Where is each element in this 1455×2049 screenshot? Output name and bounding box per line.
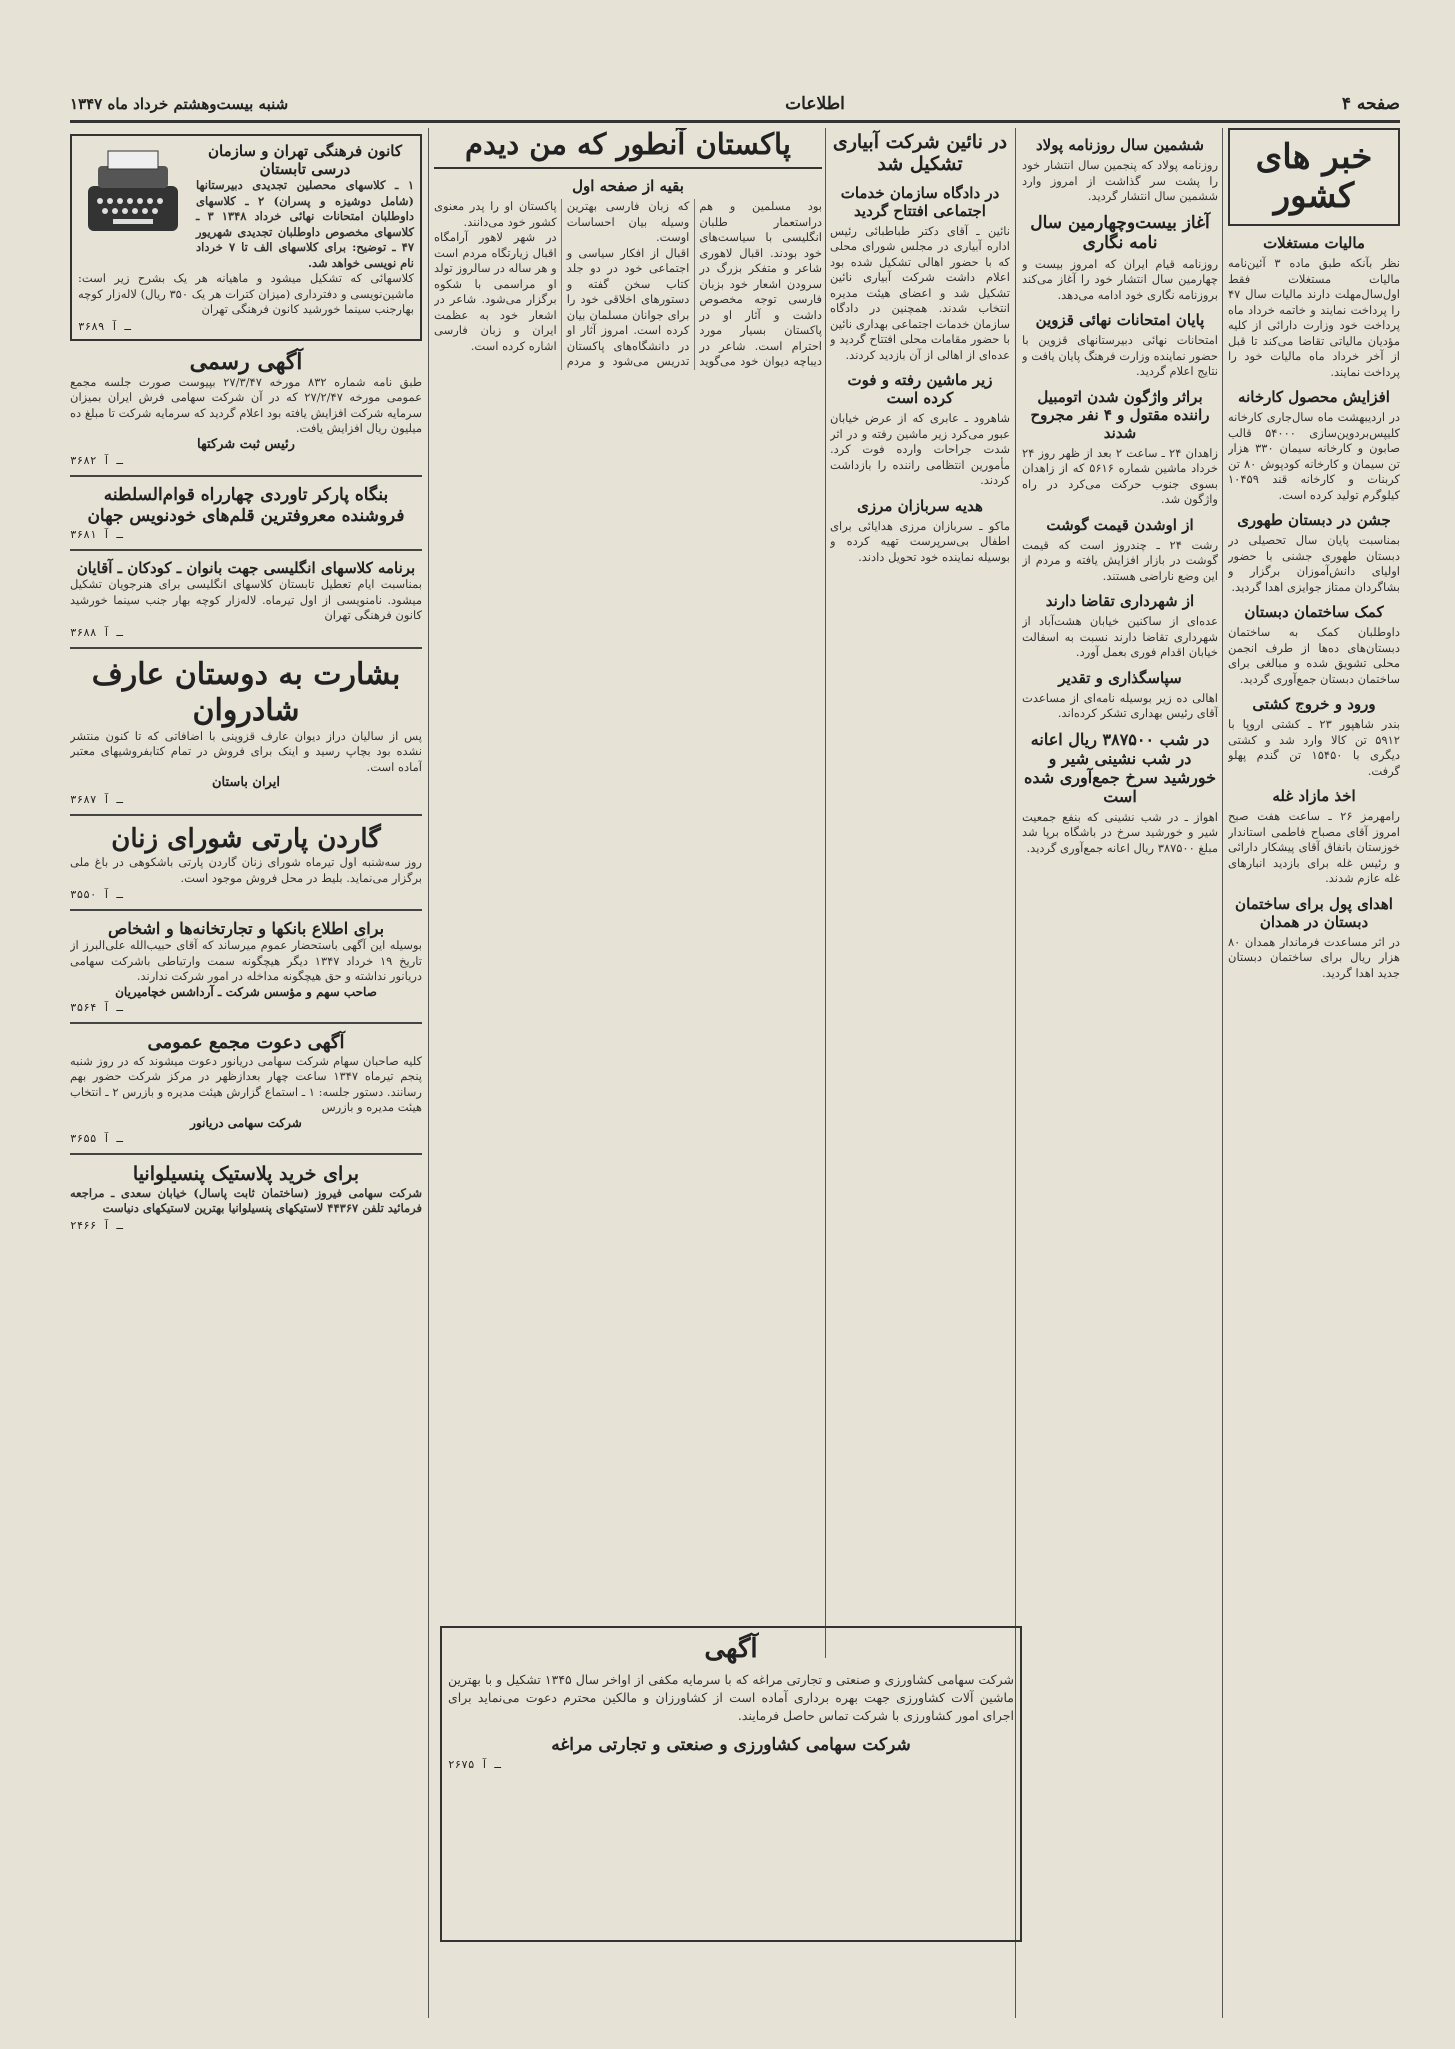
headline: جشن در دبستان طهوری: [1237, 511, 1391, 530]
ad-title: برای خرید پلاستیک پنسیلوانیا: [132, 1163, 360, 1186]
article-body: عده‌ای از ساکنین خیابان هشت‌آباد از شهرداری تقاضا دارند نسبت به اسفالت خیابان اقدام فوری بعمل آورد.: [1022, 614, 1218, 659]
ad-code: ۲۴۶۶ ـ آ: [70, 1218, 123, 1232]
headline: از اوشدن قیمت گوشت: [1046, 515, 1194, 534]
ad-code: ۳۶۸۷ ـ آ: [70, 792, 123, 806]
ad-title: برای اطلاع بانکها و تجارتخانه‌ها و اشخاص: [107, 919, 385, 939]
continued-label: بقیه از صفحه اول: [572, 177, 684, 196]
column-news-2: [1022, 128, 1218, 2018]
article-body: رشت ۲۴ ـ چندروز است که قیمت گوشت در بازار افزایش یافته و مردم از این وضع ناراضی هستند.: [1022, 537, 1218, 583]
article-body: رامهرمز ۲۶ ـ ساعت هفت صبح امروز آقای مصباح فاطمی استاندار خوزستان بانفاق آقای پیشکار دارائی و رئیس غله برای بازدید انبارهای غله عازم شدند.: [1228, 809, 1400, 886]
headline: اخذ مازاد غله: [1272, 787, 1356, 806]
article-body: در شهر لاهور آرامگاه اقبال زیارتگاه مردم است و هر ساله در سالروز تولد او مراسمی با شکوه برگزار می‌شود. شاعر در اشعار خود به عظمت ایران و زبان فارسی اشاره کرده است.: [434, 230, 557, 353]
article-body: امتحانات نهائی دبیرستانهای قزوین با حضور نماینده وزارت فرهنگ پایان یافت و نتایج اعلام گردید.: [1022, 333, 1218, 378]
ad-body: طبق نامه شماره ۸۳۲ مورخه ۲۷/۳/۴۷ بپیوست صورت جلسه مجمع عمومی مورخه ۲۷/۲/۴۷ که در آن شرکت سهامی فرش ایران بمیزان سرمایه شرکت افزایش یافته بود اعلام گردید که سرمایه شرکت تا مبلغ ده میلیون ریال افزایش یافت.: [70, 374, 422, 436]
ad-code: ۳۵۶۴ ـ آ: [70, 1001, 123, 1015]
article-body: در اردیبهشت ماه سال‌جاری کارخانه کلیپس‌بردوین‌سازی ۵۴۰۰۰ قالب صابون و کارخانه سیمان ۳۳۰ هزار تن سیمان و کارخانه کودپوش ۸۰ تن کربنات و کارخانه قند ۱۰۴۵۹ کیلوگرم تولید کرده است.: [1228, 410, 1400, 502]
ad-title: برنامه کلاسهای انگلیسی جهت بانوان ـ کودکان ـ آقایان: [76, 559, 416, 578]
column-rule: [1222, 128, 1223, 2018]
masthead: [70, 88, 1400, 123]
column-rule: [825, 128, 826, 1658]
headline: کمک ساختمان دبستان: [1244, 603, 1384, 622]
headline: اهدای پول برای ساختمان دبستان در همدان: [1235, 894, 1393, 931]
ad-cultural-center: [70, 134, 422, 341]
ad-body: شرکت سهامی کشاورزی و صنعتی و تجارتی مراغه که با سرمایه مکفی از اواخر سال ۱۳۴۵ تشکیل و با بهترین ماشین آلات کشاورزی جهت بهره برداری آماده است از کشاورزان و مالکین محترم دعوت می‌نماید برای اجرای امور کشاورزی با شرکت تماس حاصل فرمایند.: [447, 1672, 1014, 1724]
ad-title: بنگاه پارکر تاوردی چهارراه قوام‌السلطنه فروشنده معروفترین قلم‌های خودنویس جهان: [87, 485, 405, 526]
ad-body: بمناسبت ایام تعطیل تابستان کلاسهای انگلیسی برای هنرجویان تشکیل میشود. نامنویسی از اول تیرماه. لاله‌زار کوچه بهار جنب سینما خورشید کانون فرهنگی تهران: [70, 577, 422, 623]
column-pakistan-article: [434, 128, 822, 1648]
article-body: بود مسلمین و هم دراستعمار طلبان انگلیسی با سیاست‌های خود بودند. اقبال لاهوری شاعر و متفکر بزرگ در سرودن اشعار خود بزبان فارسی توجه مخصوص داشت و آثار او در پاکستان بسیار مورد احترام است. شاعر در دیباچه دیوان خود می‌گوید که زبان فارسی بهترین وسیله بیان احساسات اوست.: [566, 199, 822, 369]
headline: افزایش محصول کارخانه: [1238, 388, 1390, 407]
headline: از شهرداری تقاضا دارند: [1045, 592, 1195, 610]
article-body: زاهدان ۲۴ ـ ساعت ۲ بعد از ظهر روز ۲۴ خرداد ماشین شماره ۵۶۱۶ که از زاهدان بسوی جنوب حرکت می‌کرد در راه واژگون شد.: [1022, 445, 1218, 506]
article-body: اقبال از افکار سیاسی و اجتماعی خود در دو جلد کتاب سخن گفته و دستورهای اخلاقی خود را برای جوانان مسلمان بیان کرده است. امروز آثار او در دانشگاه‌های پاکستان تدریس می‌شود و مردم پاکستان او را پدر معنوی کشور خود می‌دانند.: [434, 199, 690, 369]
ad-title: آگهی رسمی: [189, 348, 303, 375]
ad-code: ۳۶۸۹ ـ آ: [78, 319, 131, 333]
column-news-3: [830, 128, 1010, 1658]
ad-signature: شرکت سهامی کشاورزی و صنعتی و تجارتی مراغه: [551, 1735, 911, 1756]
article-body: نائین ـ آقای دکتر طباطبائی رئیس اداره آبیاری در مجلس شورای محلی که با حضور اهالی تشکیل شده بود اعلام داشت شرکت آبیاری نائین تشکیل شد و اعضای هیئت مدیره انتخاب شدند. همچنین در دادگاه سازمان خدمات اجتماعی بهداری نائین با حضور مقامات محلی افتتاح گردید و عده‌ای از اهالی از آن بازدید کردند.: [830, 223, 1010, 362]
headline: در دادگاه سازمان خدمات اجتماعی افتتاح گردید: [840, 183, 1000, 220]
article-body: روزنامه قیام ایران که امروز بیست و چهارمین سال انتشار خود را آغاز می‌کند بروزنامه نگاری خود ادامه می‌دهد.: [1022, 256, 1218, 302]
ad-title: آگهی: [704, 1634, 758, 1664]
ad-signature: ایران باستان: [212, 775, 280, 791]
article-body: روزنامه پولاد که پنجمین سال انتشار خود را پشت سر گذاشت از امروز وارد ششمین سال انتشار گردید.: [1022, 158, 1218, 203]
ad-title: آگهی دعوت مجمع عمومی: [147, 1032, 345, 1054]
ad-title: گاردن پارتی شورای زنان: [111, 823, 381, 854]
ad-code: ۳۶۸۸ ـ آ: [70, 625, 123, 639]
ad-body: کلیه صاحبان سهام شرکت سهامی دریانور دعوت میشوند که در روز شنبه پنجم تیرماه ۱۳۴۷ ساعت چهار بعدازظهر در مرکز شرکت حضور بهم رسانند. دستور جلسه: ۱ ـ استماع گزارش هیئت مدیره و بازرس ۲ ـ انتخاب هیئت مدیره و بازرس: [70, 1053, 422, 1115]
headline: زیر ماشین رفته و فوت کرده است: [847, 371, 993, 408]
section-title: خبر های کشور: [1228, 128, 1400, 226]
ad-code: ۳۶۸۲ ـ آ: [70, 454, 123, 468]
ad-signature: شرکت سهامی دریانور: [190, 1115, 302, 1130]
ad-signature: صاحب سهم و مؤسس شرکت ـ آرداشس خچامیریان: [115, 984, 377, 999]
headline: مالیات مستغلات: [1263, 234, 1365, 253]
column-ads: [70, 128, 422, 2018]
page-number: صفحه ۴: [1341, 94, 1400, 114]
column-rule: [428, 128, 429, 2018]
ad-signature: رئیس ثبت شرکتها: [197, 436, 295, 452]
ad-body: شرکت سهامی فیروز (ساختمان ثابت پاسال) خیابان سعدی ـ مراجعه فرمائید تلفن ۴۴۳۶۷ لاستیکهای پنسیلوانیا بهترین لاستیکهای دنیاست: [70, 1185, 422, 1216]
headline: ششمین سال روزنامه پولاد: [1036, 136, 1204, 154]
paper-name: اطلاعات: [785, 94, 845, 114]
issue-date: شنبه بیست‌وهشتم خرداد ماه ۱۳۴۷: [70, 95, 289, 113]
article-body: بندر شاهپور ۲۳ ـ کشتی اروپا با ۵۹۱۲ تن کالا وارد شد و کشتی دیگری با ۱۵۴۵۰ تن گندم پهلو گرفت.: [1228, 717, 1400, 778]
article-body: شاهرود ـ عابری که از عرض خیابان عبور می‌کرد زیر ماشین رفته و در اثر شدت جراحات وارده فوت کرد. مأمورین انتظامی راننده را بازداشت کردند.: [830, 411, 1010, 488]
headline: در نائین شرکت آبیاری تشکیل شد: [832, 131, 1008, 175]
ad-code: ۲۶۷۵ ـ آ: [448, 1757, 501, 1771]
ad-title: بشارت به دوستان عارف شادروان: [91, 656, 401, 728]
article-body: اهواز ـ در شب نشینی که بنفع جمعیت شیر و خورشید سرخ در باشگاه برپا شد مبلغ ۳۸۷۵۰۰ ریال اعانه جمع‌آوری گردید.: [1022, 809, 1218, 855]
article-body: ماکو ـ سربازان مرزی هدایائی برای اطفال بی‌سرپرست تهیه کرده و بوسیله نماینده خود تحویل دادند.: [830, 518, 1010, 564]
article-body: نظر بآنکه طبق ماده ۳ آئین‌نامه مالیات مستغلات فقط اول‌سال‌مهلت دارند مالیات سال ۴۷ را پرداخت نمایند و خاتمه خرداد ماه پرداخت خود وزارت دارائی از کلیه مؤدیان مالیاتی تقاضا می‌کند تا قبل از آخر خرداد ماه مالیات خود را پرداخت نمایند.: [1228, 256, 1400, 379]
headline: براثر واژگون شدن اتومبیل راننده مقتول و ۴ نفر مجروح شدند: [1030, 387, 1210, 442]
typewriter-illustration: [78, 146, 188, 241]
article-body: در اثر مساعدت فرماندار همدان ۸۰ هزار ریال برای ساختمان دبستان جدید اهدا گردید.: [1228, 934, 1400, 980]
ad-maragheh-company: [440, 1626, 1022, 1942]
headline: آغاز بیست‌وچهارمین سال نامه نگاری: [1030, 212, 1210, 253]
ad-body: روز سه‌شنبه اول تیرماه شورای زنان گاردن پارتی باشکوهی در باغ ملی برگزار می‌نماید. بلیط در محل فروش موجود است.: [70, 855, 422, 885]
headline: هدیه سربازان مرزی: [857, 496, 983, 515]
ad-code: ۳۵۵۰ ـ آ: [70, 888, 123, 902]
ad-body: کلاسهائی که تشکیل میشود و ماهیانه هر یک بشرح زیر است: ماشین‌نویسی و دفترداری (میزان کترات هر یک ۳۵۰ ریال) لاله‌زار کوچه بهارجنب سینما خورشید کانون فرهنگی تهران: [78, 271, 414, 316]
ad-code: ۳۶۸۱ ـ آ: [70, 528, 123, 542]
ad-body: ۱ ـ کلاسهای محصلین تجدیدی دبیرستانها (شامل دوشیزه و پسران) ۲ ـ کلاسهای داوطلبان امتحانات نهائی خرداد ۱۳۴۸ ۳ ـ کلاسهای مخصوص داوطلبان تجدیدی شهریور ۴۷ ـ توضیح: برای کلاسهای الف تا ۷ خرداد نام نویسی خواهد شد.: [196, 178, 415, 270]
article-title: پاکستان آنطور که من دیدم: [434, 128, 822, 169]
headline: سپاسگذاری و تقدیر: [1058, 668, 1182, 687]
ad-title: کانون فرهنگی تهران و سازمان درسی تابستان: [207, 142, 402, 178]
article-body: اهالی ده زیر بوسیله نامه‌ای از مساعدت آقای رئیس بهداری تشکر کرده‌اند.: [1022, 690, 1218, 720]
headline: در شب ۳۸۷۵۰۰ ریال اعانه در شب نشینی شیر و خورشید سرخ جمع‌آوری شده است: [1023, 729, 1217, 806]
column-domestic-news: [1228, 128, 1400, 2018]
ad-body: بوسیله این آگهی باستحضار عموم میرساند که آقای حبیب‌الله علی‌البرز از تاریخ ۱۹ خرداد ۱۳۴۷ دیگر هیچگونه سمت وارتباطی باشرکت سهامی دریانور نداشته و حق هیچگونه مداخله در امور شرکت ندارند.: [70, 938, 422, 984]
ad-code: ۳۶۵۵ ـ آ: [70, 1132, 123, 1146]
headline: ورود و خروج کشتی: [1252, 695, 1376, 714]
ad-body: پس از سالیان دراز دیوان عارف قزوینی با اضافاتی که تا کنون منتشر نشده بود بچاپ رسید و اینک برای فروش در تمام کتابفروشیهای معتبر آماده است.: [70, 728, 422, 774]
article-body: بمناسبت پایان سال تحصیلی در دبستان طهوری جشنی با حضور اولیای دانش‌آموزان برگزار و بشاگردان ممتاز جوایزی اهدا گردید.: [1228, 533, 1400, 594]
headline: پایان امتحانات نهائی قزوین: [1035, 311, 1205, 329]
article-body: داوطلبان کمک به ساختمان دبستان‌های ده‌ها از طرف انجمن محلی تشویق شده و مبالغی برای ساختمان دبستان جمع‌آوری گردید.: [1228, 625, 1400, 686]
article-columns: [434, 199, 822, 370]
